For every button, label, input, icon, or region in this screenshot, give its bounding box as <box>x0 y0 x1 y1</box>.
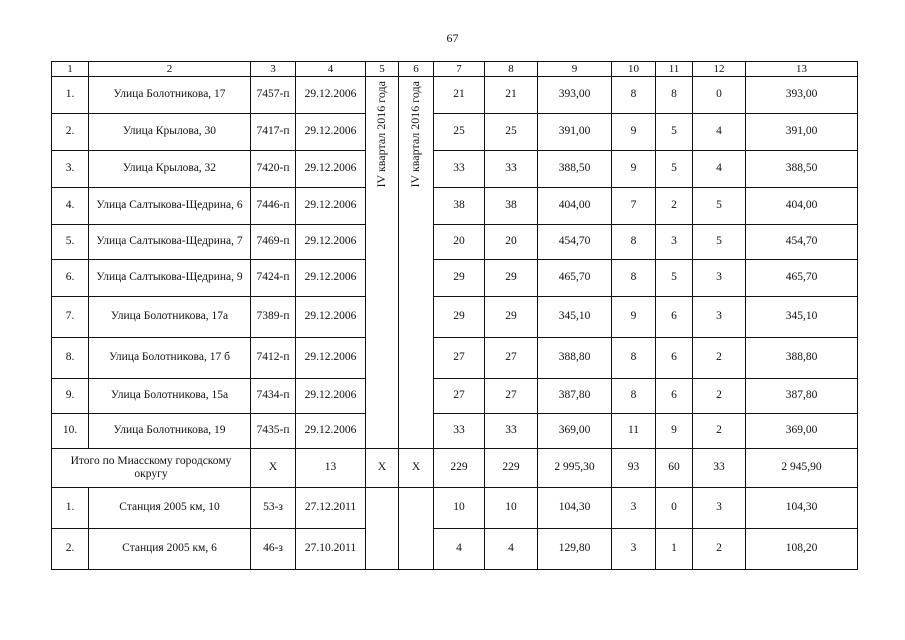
value-cell-12: 2 <box>693 338 746 379</box>
address-cell: Улица Крылова, 32 <box>89 151 251 188</box>
row-number-cell: 9. <box>52 379 89 414</box>
total-cell-3: Х <box>251 449 296 488</box>
value-cell-11: 1 <box>656 529 693 570</box>
total-cell-4: 13 <box>296 449 366 488</box>
value-cell-13: 404,00 <box>746 188 858 225</box>
value-cell-12: 5 <box>693 188 746 225</box>
address-cell: Улица Болотникова, 17 <box>89 77 251 114</box>
value-cell-8: 27 <box>485 338 538 379</box>
column-header: 6 <box>399 62 434 77</box>
column-5-merged-cell <box>366 488 399 570</box>
row-number-cell: 8. <box>52 338 89 379</box>
value-cell-8: 29 <box>485 260 538 297</box>
row-number-cell: 2. <box>52 114 89 151</box>
date-cell: 29.12.2006 <box>296 114 366 151</box>
value-cell-8: 27 <box>485 379 538 414</box>
date-cell: 29.12.2006 <box>296 338 366 379</box>
value-cell-8: 33 <box>485 414 538 449</box>
address-cell: Улица Болотникова, 15а <box>89 379 251 414</box>
column-header: 4 <box>296 62 366 77</box>
address-cell: Улица Крылова, 30 <box>89 114 251 151</box>
total-cell-10: 93 <box>612 449 656 488</box>
row-number-cell: 1. <box>52 77 89 114</box>
value-cell-9: 129,80 <box>538 529 612 570</box>
address-cell: Станция 2005 км, 6 <box>89 529 251 570</box>
column-header: 1 <box>52 62 89 77</box>
table-row <box>52 225 858 260</box>
value-cell-12: 0 <box>693 77 746 114</box>
value-cell-10: 9 <box>612 297 656 338</box>
table-row <box>52 414 858 449</box>
column-header: 11 <box>656 62 693 77</box>
value-cell-10: 3 <box>612 529 656 570</box>
value-cell-7: 33 <box>434 414 485 449</box>
column-header: 13 <box>746 62 858 77</box>
document-number-cell: 7424-п <box>251 260 296 297</box>
document-number-cell: 7434-п <box>251 379 296 414</box>
total-cell-9: 2 995,30 <box>538 449 612 488</box>
total-cell-6: Х <box>399 449 434 488</box>
value-cell-9: 388,50 <box>538 151 612 188</box>
column-header: 10 <box>612 62 656 77</box>
column-header: 9 <box>538 62 612 77</box>
document-number-cell: 7417-п <box>251 114 296 151</box>
address-cell: Станция 2005 км, 10 <box>89 488 251 529</box>
vertical-period-label: IV квартал 2016 года <box>374 81 388 188</box>
value-cell-11: 3 <box>656 225 693 260</box>
value-cell-7: 25 <box>434 114 485 151</box>
value-cell-11: 5 <box>656 151 693 188</box>
value-cell-7: 10 <box>434 488 485 529</box>
row-number-cell: 6. <box>52 260 89 297</box>
value-cell-9: 391,00 <box>538 114 612 151</box>
address-cell: Улица Салтыкова-Щедрина, 9 <box>89 260 251 297</box>
column-header: 12 <box>693 62 746 77</box>
document-number-cell: 46-з <box>251 529 296 570</box>
date-cell: 29.12.2006 <box>296 379 366 414</box>
value-cell-12: 3 <box>693 488 746 529</box>
address-cell: Улица Болотникова, 17а <box>89 297 251 338</box>
total-cell-8: 229 <box>485 449 538 488</box>
date-cell: 29.12.2006 <box>296 297 366 338</box>
value-cell-13: 388,80 <box>746 338 858 379</box>
value-cell-7: 27 <box>434 379 485 414</box>
document-number-cell: 7412-п <box>251 338 296 379</box>
value-cell-13: 108,20 <box>746 529 858 570</box>
value-cell-9: 465,70 <box>538 260 612 297</box>
value-cell-7: 29 <box>434 297 485 338</box>
table-row <box>52 260 858 297</box>
document-number-cell: 7420-п <box>251 151 296 188</box>
value-cell-12: 5 <box>693 225 746 260</box>
value-cell-10: 8 <box>612 77 656 114</box>
table-row <box>52 488 858 529</box>
value-cell-11: 6 <box>656 338 693 379</box>
value-cell-8: 20 <box>485 225 538 260</box>
value-cell-7: 4 <box>434 529 485 570</box>
table-row <box>52 529 858 570</box>
value-cell-9: 387,80 <box>538 379 612 414</box>
row-number-cell: 5. <box>52 225 89 260</box>
total-label-cell: Итого по Миасскому городскому округу <box>52 449 251 488</box>
value-cell-13: 345,10 <box>746 297 858 338</box>
total-row <box>52 449 858 488</box>
value-cell-12: 2 <box>693 379 746 414</box>
document-number-cell: 7389-п <box>251 297 296 338</box>
table-row <box>52 297 858 338</box>
date-cell: 29.12.2006 <box>296 414 366 449</box>
value-cell-12: 3 <box>693 260 746 297</box>
value-cell-9: 393,00 <box>538 77 612 114</box>
column-6-merged-cell <box>399 77 434 449</box>
column-6-merged-cell <box>399 488 434 570</box>
row-number-cell: 10. <box>52 414 89 449</box>
value-cell-13: 454,70 <box>746 225 858 260</box>
address-cell: Улица Болотникова, 19 <box>89 414 251 449</box>
row-number-cell: 3. <box>52 151 89 188</box>
total-cell-5: Х <box>366 449 399 488</box>
document-number-cell: 7457-п <box>251 77 296 114</box>
value-cell-10: 8 <box>612 260 656 297</box>
date-cell: 29.12.2006 <box>296 188 366 225</box>
table-row <box>52 338 858 379</box>
value-cell-8: 21 <box>485 77 538 114</box>
value-cell-11: 5 <box>656 260 693 297</box>
value-cell-10: 7 <box>612 188 656 225</box>
value-cell-9: 369,00 <box>538 414 612 449</box>
value-cell-10: 9 <box>612 151 656 188</box>
column-header: 3 <box>251 62 296 77</box>
value-cell-7: 20 <box>434 225 485 260</box>
value-cell-9: 404,00 <box>538 188 612 225</box>
date-cell: 29.12.2006 <box>296 77 366 114</box>
value-cell-13: 369,00 <box>746 414 858 449</box>
value-cell-13: 465,70 <box>746 260 858 297</box>
row-number-cell: 1. <box>52 488 89 529</box>
value-cell-10: 3 <box>612 488 656 529</box>
date-cell: 27.12.2011 <box>296 488 366 529</box>
table-row <box>52 379 858 414</box>
value-cell-12: 3 <box>693 297 746 338</box>
value-cell-10: 11 <box>612 414 656 449</box>
page-number: 67 <box>446 31 459 45</box>
document-number-cell: 7435-п <box>251 414 296 449</box>
total-cell-12: 33 <box>693 449 746 488</box>
value-cell-13: 391,00 <box>746 114 858 151</box>
total-cell-7: 229 <box>434 449 485 488</box>
column-header: 7 <box>434 62 485 77</box>
total-cell-13: 2 945,90 <box>746 449 858 488</box>
value-cell-8: 10 <box>485 488 538 529</box>
value-cell-12: 4 <box>693 114 746 151</box>
address-cell: Улица Болотникова, 17 б <box>89 338 251 379</box>
value-cell-7: 21 <box>434 77 485 114</box>
value-cell-9: 104,30 <box>538 488 612 529</box>
header-row <box>52 62 858 77</box>
table-row <box>52 188 858 225</box>
document-number-cell: 53-з <box>251 488 296 529</box>
address-cell: Улица Салтыкова-Щедрина, 6 <box>89 188 251 225</box>
value-cell-10: 8 <box>612 338 656 379</box>
value-cell-10: 8 <box>612 225 656 260</box>
row-number-cell: 2. <box>52 529 89 570</box>
row-number-cell: 7. <box>52 297 89 338</box>
value-cell-13: 104,30 <box>746 488 858 529</box>
value-cell-7: 38 <box>434 188 485 225</box>
value-cell-12: 2 <box>693 529 746 570</box>
value-cell-7: 29 <box>434 260 485 297</box>
registry-table <box>51 61 858 570</box>
table-body <box>52 62 858 570</box>
row-number-cell: 4. <box>52 188 89 225</box>
total-cell-11: 60 <box>656 449 693 488</box>
value-cell-11: 5 <box>656 114 693 151</box>
value-cell-7: 33 <box>434 151 485 188</box>
value-cell-13: 388,50 <box>746 151 858 188</box>
value-cell-11: 6 <box>656 379 693 414</box>
value-cell-11: 0 <box>656 488 693 529</box>
value-cell-8: 38 <box>485 188 538 225</box>
value-cell-12: 2 <box>693 414 746 449</box>
value-cell-9: 388,80 <box>538 338 612 379</box>
value-cell-13: 387,80 <box>746 379 858 414</box>
document-number-cell: 7446-п <box>251 188 296 225</box>
value-cell-12: 4 <box>693 151 746 188</box>
value-cell-13: 393,00 <box>746 77 858 114</box>
value-cell-10: 9 <box>612 114 656 151</box>
value-cell-9: 454,70 <box>538 225 612 260</box>
value-cell-11: 9 <box>656 414 693 449</box>
value-cell-7: 27 <box>434 338 485 379</box>
date-cell: 27.10.2011 <box>296 529 366 570</box>
date-cell: 29.12.2006 <box>296 260 366 297</box>
address-cell: Улица Салтыкова-Щедрина, 7 <box>89 225 251 260</box>
value-cell-8: 25 <box>485 114 538 151</box>
value-cell-10: 8 <box>612 379 656 414</box>
column-header: 5 <box>366 62 399 77</box>
date-cell: 29.12.2006 <box>296 225 366 260</box>
value-cell-8: 4 <box>485 529 538 570</box>
table-row <box>52 77 858 114</box>
column-header: 8 <box>485 62 538 77</box>
date-cell: 29.12.2006 <box>296 151 366 188</box>
column-5-merged-cell <box>366 77 399 449</box>
value-cell-9: 345,10 <box>538 297 612 338</box>
vertical-period-label: IV квартал 2016 года <box>408 81 422 188</box>
column-header: 2 <box>89 62 251 77</box>
value-cell-11: 6 <box>656 297 693 338</box>
table-row <box>52 114 858 151</box>
value-cell-11: 2 <box>656 188 693 225</box>
value-cell-8: 33 <box>485 151 538 188</box>
table-row <box>52 151 858 188</box>
value-cell-11: 8 <box>656 77 693 114</box>
value-cell-8: 29 <box>485 297 538 338</box>
document-number-cell: 7469-п <box>251 225 296 260</box>
